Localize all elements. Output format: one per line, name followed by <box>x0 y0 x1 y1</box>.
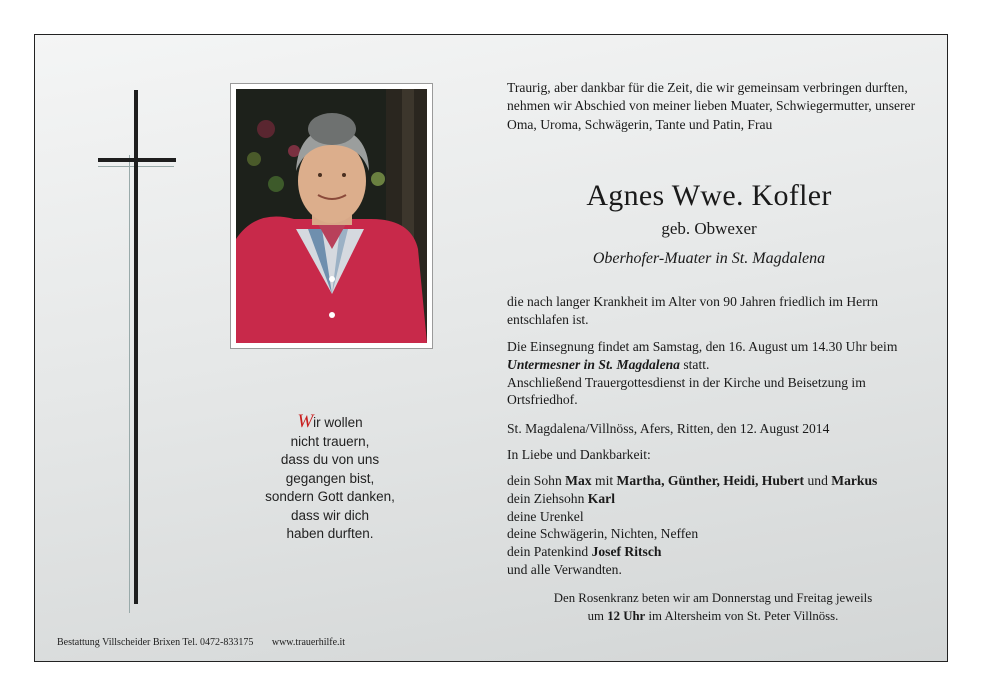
greeting: In Liebe und Dankbarkeit: <box>507 447 651 462</box>
footer <box>57 637 361 648</box>
intro-text <box>507 79 927 134</box>
family-line-relatives: deine Schwägerin, Nichten, Neffen <box>507 526 699 542</box>
poem-line: sondern Gott danken, <box>265 489 395 504</box>
family-text: dein Sohn <box>507 473 566 488</box>
family-line-godchild <box>507 543 937 561</box>
family-text: dein Ziehsohn <box>507 490 588 506</box>
grandchild-last: Markus <box>831 473 878 488</box>
poem-initial: W <box>297 411 314 432</box>
passed-paragraph: die nach langer Krankheit im Alter von 90 Jahren friedlich im Herrn entschlafen ist. <box>507 294 879 327</box>
poem-line: gegangen bist, <box>285 470 375 486</box>
website-link[interactable]: www.trauerhilfe.it <box>271 637 346 648</box>
family-text: und <box>804 473 832 488</box>
poem-line: nicht trauern, <box>290 433 370 449</box>
family-list <box>507 472 937 579</box>
funeral-a: Die Einsegnung findet am Samstag, den 16. August um 14.30 Uhr beim <box>507 339 898 354</box>
poem-first: ir wollen <box>313 415 363 430</box>
portrait-frame <box>230 83 433 349</box>
funeral-b: statt. <box>679 356 710 372</box>
deceased-subtitle: Oberhofer-Muater in St. Magdalena <box>592 250 826 267</box>
poem-line: dass du von uns <box>280 452 380 467</box>
foster-son-name: Karl <box>587 490 615 506</box>
poem-first-line <box>240 413 420 433</box>
passed-text <box>507 293 907 329</box>
funeral-service: Anschließend Trauergottesdienst in der Kirche und Beisetzung im Ortsfriedhof. <box>507 374 866 408</box>
family-line-all: und alle Verwandten. <box>507 561 622 577</box>
family-text: mit <box>591 473 617 488</box>
funeral-text <box>507 338 907 409</box>
obituary-card <box>34 34 948 662</box>
maiden-name: geb. Obwexer <box>661 219 757 238</box>
rosary-time: 12 Uhr <box>607 609 646 623</box>
cross-vertical-bar <box>134 90 138 604</box>
family-line-great-grandchildren: deine Urenkel <box>507 508 584 524</box>
funeral-paragraph <box>507 338 907 374</box>
family-text: dein Patenkind <box>507 544 592 560</box>
funeral-place: Untermesner in St. Magdalena <box>507 356 680 372</box>
poem <box>240 413 420 544</box>
rosary-notice <box>507 589 919 625</box>
godchild-name: Josef Ritsch <box>591 544 662 560</box>
place-date: St. Magdalena/Villnöss, Afers, Ritten, den 12. August 2014 <box>507 421 830 436</box>
family-line-foster <box>507 490 937 508</box>
rosary-line-1: Den Rosenkranz beten wir am Donnerstag und Freitag jeweils <box>553 591 873 605</box>
family-line-son <box>507 472 937 490</box>
deceased-name: Agnes Wwe. Kofler <box>586 179 832 212</box>
cross-horizontal-bar <box>98 158 176 162</box>
portrait-photo <box>236 89 427 343</box>
poem-line: haben durften. <box>286 526 374 541</box>
portrait-illustration <box>236 89 427 343</box>
rosary-line-2 <box>507 607 919 625</box>
poem-line: dass wir dich <box>290 507 370 523</box>
rosary-text: um <box>587 609 608 623</box>
funeral-company: Bestattung Villscheider Brixen Tel. 0472-833175 <box>57 637 254 648</box>
grandchildren-names: Martha, Günther, Heidi, Hubert <box>616 473 805 488</box>
son-name: Max <box>565 473 592 488</box>
intro-paragraph: Traurig, aber dankbar für die Zeit, die wir gemeinsam verbringen durften, nehmen wir Abschied von meiner lieben Muater, Schwiegermutter, unserer Oma, Uroma, Schwägerin, Tante und Patin, Frau <box>507 80 916 132</box>
rosary-text: im Altersheim von St. Peter Villnöss. <box>645 609 839 623</box>
cross-shadow-vertical <box>129 155 130 613</box>
